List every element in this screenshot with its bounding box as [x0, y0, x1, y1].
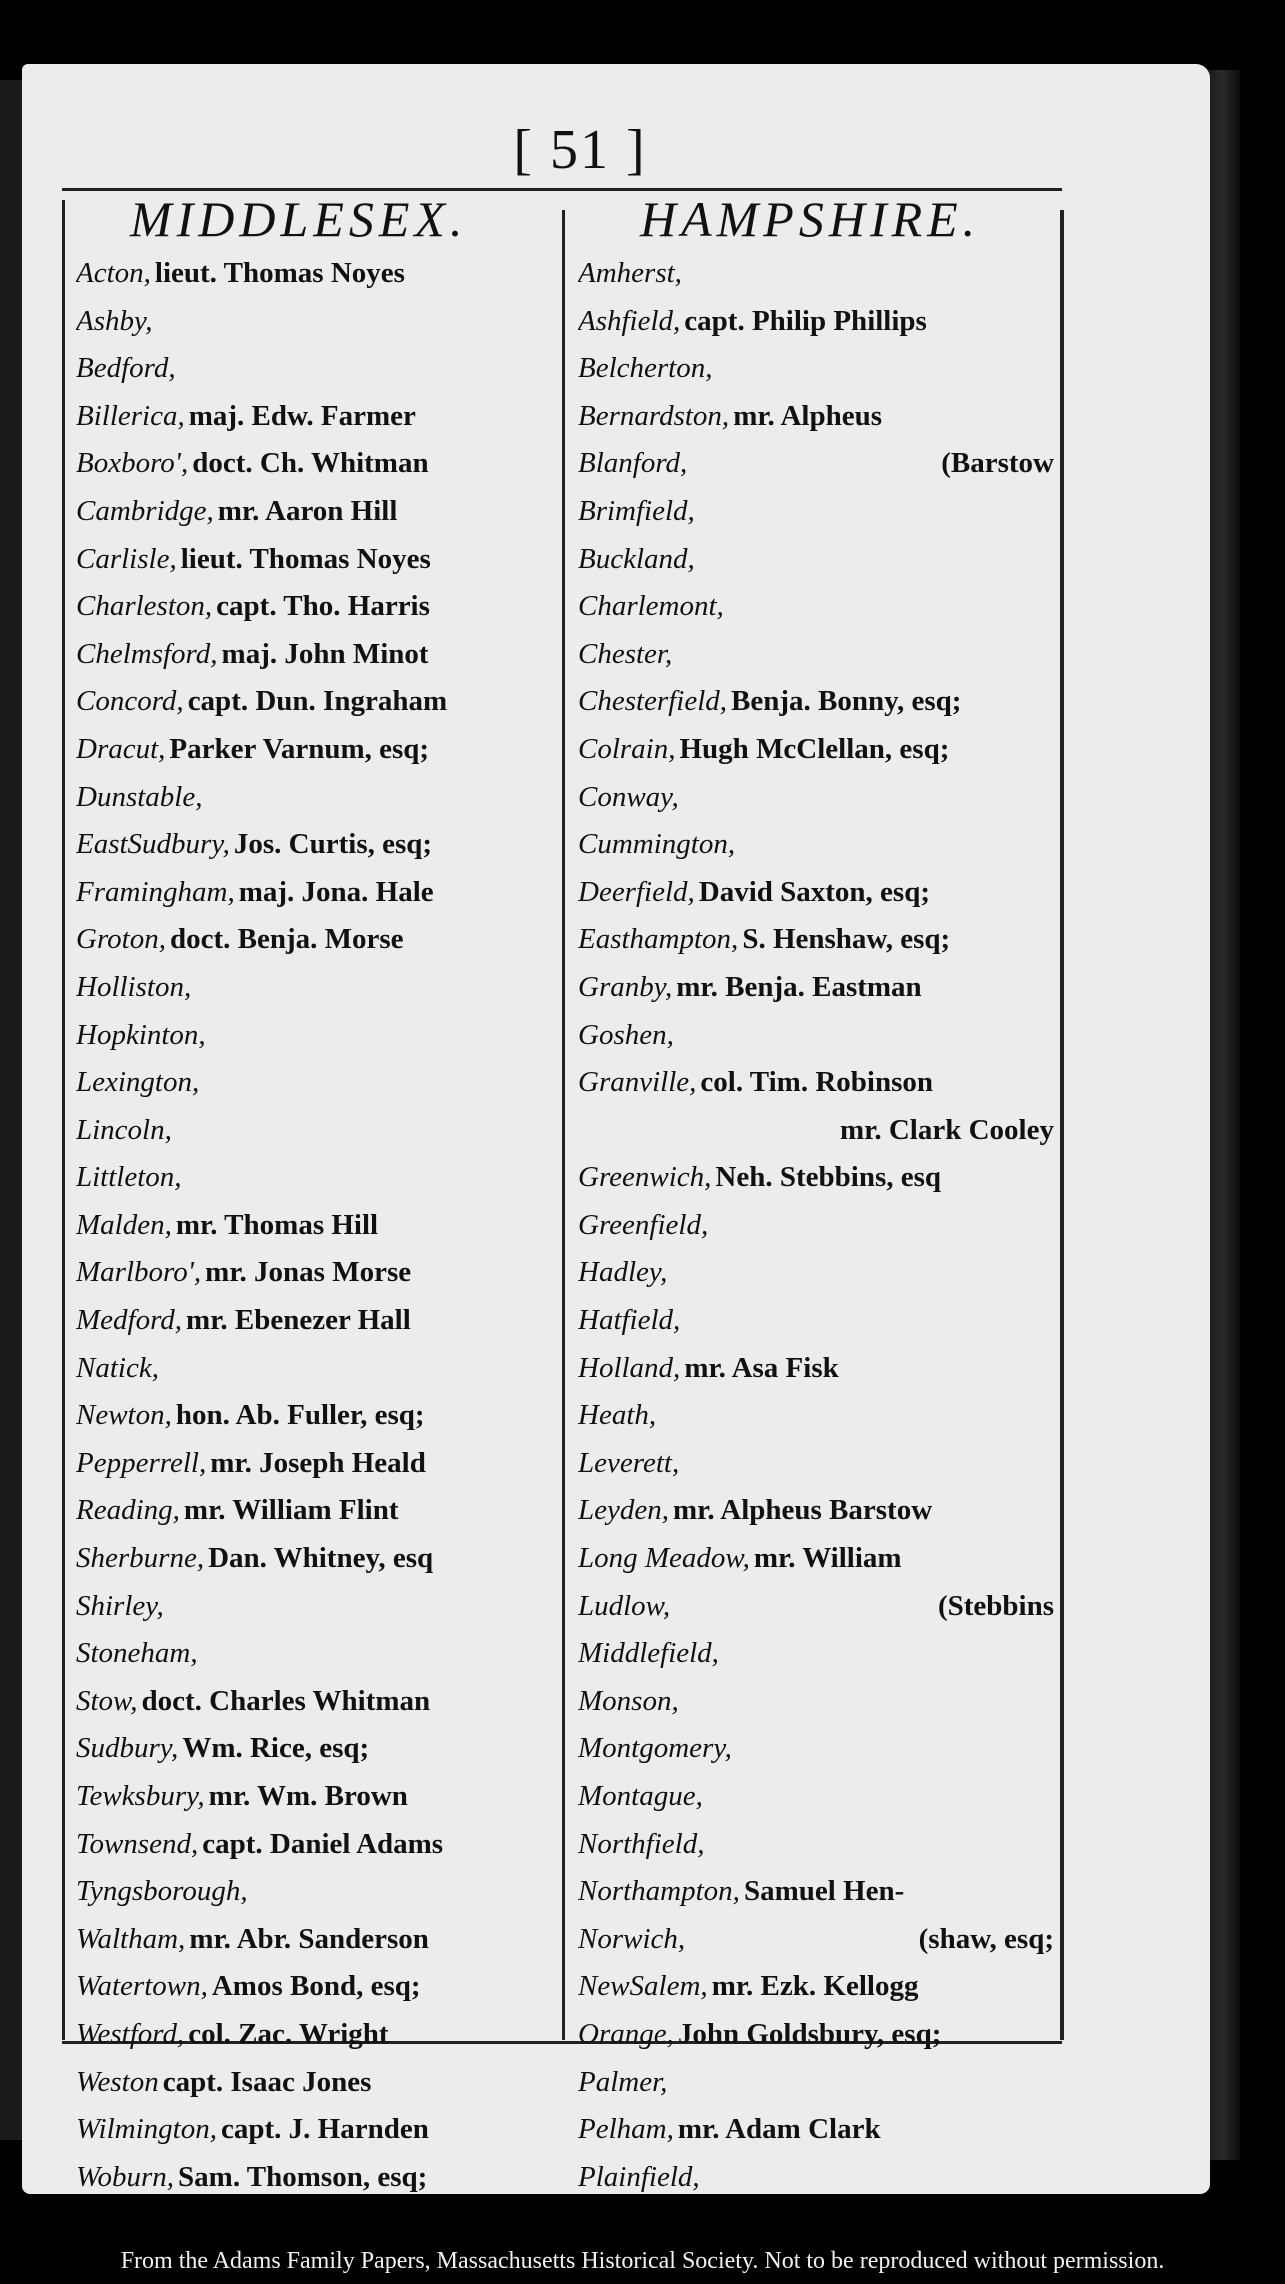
town-name: Heath,	[578, 1399, 657, 1432]
town-name: Easthampton,	[578, 923, 739, 956]
town-entry	[76, 678, 560, 726]
officer-name: capt. Philip Phillips	[684, 304, 927, 337]
officer-name-continuation	[1054, 488, 1060, 536]
town-name: Chester,	[578, 637, 673, 670]
town-name: Granville,	[578, 1066, 697, 1099]
town-name: Concord,	[76, 685, 184, 718]
officer-name: mr. William	[753, 1542, 902, 1575]
town-entry	[76, 1535, 560, 1583]
town-entry	[578, 1249, 1060, 1297]
officer-name: Neh. Stebbins, esq	[715, 1161, 942, 1194]
officer-name-continuation	[1054, 1440, 1060, 1488]
town-entry	[578, 1916, 1060, 1964]
officer-name: Jos. Curtis, esq;	[233, 828, 433, 861]
town-name: Deerfield,	[578, 875, 695, 908]
town-name: Billerica,	[76, 399, 185, 432]
town-name: Cummington,	[578, 828, 736, 861]
officer-name: mr. Alpheus	[733, 399, 882, 432]
officer-name-continuation	[1054, 250, 1060, 298]
officer-name: capt. Isaac Jones	[162, 2065, 372, 2098]
officer-name: Dan. Whitney, esq	[208, 1542, 434, 1575]
town-entry	[578, 536, 1060, 584]
officer-name-continuation	[1054, 1345, 1060, 1393]
town-entry	[578, 2011, 1060, 2059]
county-heading-middlesex: MIDDLESEX.	[130, 191, 468, 247]
officer-name-continuation	[1054, 583, 1060, 631]
town-entry	[578, 2106, 1060, 2154]
officer-name-continuation	[1054, 821, 1060, 869]
officer-name: capt. Dun. Ingraham	[187, 685, 448, 718]
town-name: Stoneham,	[76, 1637, 198, 1670]
town-entry	[578, 1059, 1060, 1107]
town-entry	[76, 1297, 560, 1345]
page-number: [ 51 ]	[513, 119, 647, 181]
town-entry	[76, 1630, 560, 1678]
frame-rule-middle	[562, 210, 565, 2040]
officer-name: hon. Ab. Fuller, esq;	[175, 1399, 425, 1432]
town-entry	[578, 1868, 1060, 1916]
town-entry	[76, 1107, 560, 1155]
town-name: Bernardston,	[578, 399, 730, 432]
town-name: Chesterfield,	[578, 685, 728, 718]
town-name: Holland,	[578, 1351, 681, 1384]
officer-name-continuation	[1054, 1773, 1060, 1821]
town-name: Malden,	[76, 1208, 172, 1241]
town-name: Chelmsford,	[76, 637, 218, 670]
town-entry	[578, 1487, 1060, 1535]
officer-name-continuation	[1054, 2106, 1060, 2154]
town-entry	[76, 2059, 560, 2107]
town-entry	[76, 1725, 560, 1773]
town-name: Middlefield,	[578, 1637, 719, 1670]
town-name: Hopkinton,	[76, 1018, 206, 1051]
town-entry	[76, 298, 560, 346]
archive-credit-caption: From the Adams Family Papers, Massachusetts Historical Society. Not to be reproduced without permission.	[120, 2248, 1165, 2274]
officer-name-continuation	[1054, 869, 1060, 917]
town-entry	[578, 1107, 1060, 1155]
town-entry	[76, 2106, 560, 2154]
officer-name: Benja. Bonny, esq;	[731, 685, 962, 718]
town-entry	[578, 726, 1060, 774]
officer-name: mr. Ezk. Kellogg	[711, 1970, 919, 2003]
town-entry	[76, 869, 560, 917]
officer-name: mr. Aaron Hill	[217, 494, 398, 527]
town-name: Leverett,	[578, 1446, 680, 1479]
town-name: Wilmington,	[76, 2113, 217, 2146]
town-name: Reading,	[76, 1494, 180, 1527]
officer-name: maj. Edw. Farmer	[188, 399, 416, 432]
town-entry	[578, 821, 1060, 869]
town-entry	[76, 1868, 560, 1916]
officer-name: doct. Benja. Morse	[169, 923, 404, 956]
town-name: Marlboro',	[76, 1256, 202, 1289]
town-entry	[76, 821, 560, 869]
officer-name-continuation	[1054, 1297, 1060, 1345]
town-name: Ashby,	[76, 304, 153, 337]
officer-name: doct. Charles Whitman	[141, 1684, 431, 1717]
town-name: Newton,	[76, 1399, 172, 1432]
town-entry	[578, 440, 1060, 488]
officer-name-continuation	[1054, 678, 1060, 726]
officer-name-continuation	[1054, 536, 1060, 584]
town-entry	[578, 1725, 1060, 1773]
officer-name: lieut. Thomas Noyes	[154, 257, 405, 289]
town-entry	[76, 2154, 560, 2202]
town-entry	[578, 1773, 1060, 1821]
town-name: Colrain,	[578, 732, 676, 765]
officer-name-continuation	[1054, 393, 1060, 441]
county-heading-hampshire: HAMPSHIRE.	[640, 191, 981, 247]
town-name: Hatfield,	[578, 1304, 681, 1337]
town-entry	[578, 1535, 1060, 1583]
officer-name: capt. Tho. Harris	[216, 590, 430, 623]
officer-name: mr. Wm. Brown	[208, 1780, 408, 1812]
town-entry	[578, 488, 1060, 536]
town-name: Townsend,	[76, 1827, 199, 1860]
town-entry	[578, 1821, 1060, 1869]
town-name: NewSalem,	[578, 1970, 708, 2003]
officer-name-continuation	[1054, 2154, 1060, 2202]
town-entry	[76, 1440, 560, 1488]
officer-name: mr. Benja. Eastman	[676, 970, 922, 1003]
town-name: Greenwich,	[578, 1161, 712, 1194]
town-name: Granby,	[578, 970, 673, 1003]
officer-name: mr. Asa Fisk	[684, 1351, 839, 1384]
town-name: Northfield,	[578, 1827, 705, 1860]
town-entry	[578, 1963, 1060, 2011]
town-name: Westford,	[76, 2017, 185, 2050]
town-name: Charlemont,	[578, 590, 724, 623]
town-name: Monson,	[578, 1684, 679, 1717]
town-entry	[76, 631, 560, 679]
town-entry	[578, 1392, 1060, 1440]
town-entry	[76, 393, 560, 441]
town-name: Waltham,	[76, 1922, 186, 1955]
town-name: Norwich,	[578, 1922, 686, 1955]
officer-name-continuation	[1054, 1868, 1060, 1916]
middlesex-town-list	[76, 250, 560, 2201]
officer-name: col. Zac. Wright	[188, 2017, 389, 2050]
town-entry	[76, 1392, 560, 1440]
town-name: Plainfield,	[578, 2160, 700, 2193]
officer-name-continuation	[1054, 1487, 1060, 1535]
officer-name: mr. Ebenezer Hall	[186, 1304, 411, 1337]
town-entry	[578, 1630, 1060, 1678]
town-entry	[76, 1012, 560, 1060]
officer-name: Samuel Hen-	[743, 1875, 905, 1908]
town-name: Orange,	[578, 2017, 674, 2050]
officer-name: lieut. Thomas Noyes	[180, 542, 431, 575]
town-entry	[578, 345, 1060, 393]
town-entry	[76, 1773, 560, 1821]
town-name: Shirley,	[76, 1589, 164, 1622]
officer-name-continuation	[1054, 631, 1060, 679]
town-name: Ashfield,	[578, 304, 681, 337]
town-name: Montague,	[578, 1780, 703, 1812]
officer-name: S. Henshaw, esq;	[742, 923, 951, 956]
town-entry	[578, 250, 1060, 298]
town-entry	[578, 1297, 1060, 1345]
town-entry	[76, 583, 560, 631]
town-name: Charleston,	[76, 590, 213, 623]
town-entry	[76, 1487, 560, 1535]
officer-name-continuation	[1054, 298, 1060, 346]
town-name: Amherst,	[578, 257, 682, 289]
town-entry	[76, 774, 560, 822]
officer-name-continuation	[1054, 1821, 1060, 1869]
town-entry	[76, 1583, 560, 1631]
town-name: Dracut,	[76, 732, 166, 765]
officer-name-continuation	[1054, 726, 1060, 774]
officer-name: David Saxton, esq;	[698, 875, 931, 908]
town-name: Sherburne,	[76, 1542, 205, 1575]
officer-name-continuation	[1054, 1963, 1060, 2011]
officer-name: mr. William Flint	[183, 1494, 399, 1527]
town-entry	[76, 916, 560, 964]
town-entry	[578, 964, 1060, 1012]
town-name: Lincoln,	[76, 1113, 172, 1146]
town-name: Acton,	[76, 257, 151, 289]
officer-name-continuation: (Barstow	[941, 447, 1054, 480]
town-name: Montgomery,	[578, 1732, 732, 1765]
town-entry	[578, 2154, 1060, 2202]
town-entry	[76, 440, 560, 488]
town-entry	[578, 2059, 1060, 2107]
town-name: Sudbury,	[76, 1732, 179, 1765]
officer-name: mr. Thomas Hill	[175, 1208, 379, 1241]
town-name: Weston	[76, 2065, 159, 2098]
town-name: Woburn,	[76, 2160, 175, 2193]
town-name: Belcherton,	[578, 352, 713, 385]
town-entry	[578, 631, 1060, 679]
town-entry	[578, 678, 1060, 726]
town-name: Conway,	[578, 780, 679, 813]
town-name: Buckland,	[578, 542, 695, 575]
town-entry	[578, 298, 1060, 346]
officer-name-continuation	[1054, 1202, 1060, 1250]
town-entry	[76, 726, 560, 774]
town-entry	[76, 1202, 560, 1250]
town-entry	[578, 1202, 1060, 1250]
officer-name-continuation: (Stebbins	[937, 1589, 1054, 1622]
town-name: Boxboro',	[76, 447, 189, 480]
town-entry	[578, 1583, 1060, 1631]
town-entry	[578, 393, 1060, 441]
town-entry	[578, 1345, 1060, 1393]
town-entry	[76, 1345, 560, 1393]
town-name: Blanford,	[578, 447, 688, 480]
town-entry	[578, 1012, 1060, 1060]
officer-name-continuation	[1054, 774, 1060, 822]
town-name: Medford,	[76, 1304, 183, 1337]
officer-name: Hugh McClellan, esq;	[679, 732, 950, 765]
officer-name: doct. Ch. Whitman	[192, 447, 429, 480]
officer-name: mr. Joseph Heald	[210, 1446, 426, 1479]
officer-name: Sam. Thomson, esq;	[178, 2160, 428, 2193]
officer-name-continuation	[1054, 1630, 1060, 1678]
officer-name-continuation	[1054, 1059, 1060, 1107]
officer-name-continuation: (shaw, esq;	[918, 1922, 1054, 1955]
town-name: Bedford,	[76, 352, 176, 385]
town-entry	[76, 1678, 560, 1726]
officer-name: capt. J. Harnden	[220, 2113, 429, 2146]
town-name: Holliston,	[76, 970, 192, 1003]
town-entry	[76, 964, 560, 1012]
town-name: Natick,	[76, 1351, 159, 1384]
town-entry	[76, 1963, 560, 2011]
town-name: Ludlow,	[578, 1589, 671, 1622]
town-name: EastSudbury,	[76, 828, 230, 861]
town-entry	[578, 1678, 1060, 1726]
town-name: Littleton,	[76, 1161, 182, 1194]
officer-name: mr. Abr. Sanderson	[189, 1922, 429, 1955]
officer-name-continuation	[1054, 916, 1060, 964]
town-entry	[76, 250, 560, 298]
town-name: Groton,	[76, 923, 166, 956]
officer-name-continuation	[1054, 1678, 1060, 1726]
town-entry	[76, 1916, 560, 1964]
town-name: Framingham,	[76, 875, 235, 908]
town-entry	[76, 1059, 560, 1107]
town-name: Stow,	[76, 1684, 138, 1717]
officer-name: Amos Bond, esq;	[211, 1970, 421, 2003]
officer-name-continuation	[1054, 964, 1060, 1012]
town-name: Carlisle,	[76, 542, 177, 575]
town-name: Long Meadow,	[578, 1542, 750, 1575]
town-name: Tewksbury,	[76, 1780, 205, 1812]
town-name: Northampton,	[578, 1875, 740, 1908]
town-entry	[578, 1154, 1060, 1202]
officer-name: col. Tim. Robinson	[700, 1066, 934, 1099]
town-name: Tyngsborough,	[76, 1875, 248, 1908]
town-entry	[76, 2011, 560, 2059]
officer-name-continuation	[1054, 1154, 1060, 1202]
town-entry	[76, 345, 560, 393]
town-name: Leyden,	[578, 1494, 669, 1527]
town-entry	[578, 916, 1060, 964]
officer-name: maj. Jona. Hale	[238, 875, 434, 908]
officer-name: Parker Varnum, esq;	[169, 732, 430, 765]
officer-name-continuation	[1054, 345, 1060, 393]
officer-name-continuation	[1054, 2059, 1060, 2107]
town-name: Pelham,	[578, 2113, 674, 2146]
town-name: Pepperrell,	[76, 1446, 207, 1479]
frame-rule-right	[1060, 210, 1064, 2040]
officer-name-continuation	[1054, 1535, 1060, 1583]
officer-name: maj. John Minot	[221, 637, 429, 670]
town-name: Greenfield,	[578, 1208, 709, 1241]
officer-name: Wm. Rice, esq;	[182, 1732, 370, 1765]
town-name: Watertown,	[76, 1970, 208, 2003]
officer-name-continuation: mr. Clark Cooley	[840, 1113, 1054, 1146]
town-entry	[76, 1154, 560, 1202]
town-name: Lexington,	[76, 1066, 200, 1099]
officer-name: mr. Jonas Morse	[205, 1256, 412, 1289]
town-entry	[578, 774, 1060, 822]
town-entry	[76, 1249, 560, 1297]
officer-name-continuation	[1054, 2011, 1060, 2059]
town-name: Brimfield,	[578, 494, 695, 527]
town-name: Dunstable,	[76, 780, 203, 813]
frame-rule-left	[62, 200, 65, 2040]
town-entry	[76, 488, 560, 536]
officer-name: mr. Alpheus Barstow	[673, 1494, 933, 1527]
town-name: Hadley,	[578, 1256, 668, 1289]
town-name: Palmer,	[578, 2065, 668, 2098]
hampshire-town-list	[578, 250, 1060, 2201]
town-entry	[578, 1440, 1060, 1488]
officer-name-continuation	[1054, 1249, 1060, 1297]
officer-name-continuation	[1054, 1012, 1060, 1060]
officer-name-continuation	[1054, 1725, 1060, 1773]
officer-name-continuation	[1054, 1392, 1060, 1440]
town-entry	[578, 583, 1060, 631]
officer-name: John Goldsbury, esq;	[677, 2017, 942, 2050]
officer-name: capt. Daniel Adams	[202, 1827, 444, 1860]
town-name: Cambridge,	[76, 494, 214, 527]
town-entry	[76, 536, 560, 584]
town-entry	[76, 1821, 560, 1869]
town-entry	[578, 869, 1060, 917]
town-name: Goshen,	[578, 1018, 674, 1051]
officer-name: mr. Adam Clark	[677, 2113, 881, 2146]
